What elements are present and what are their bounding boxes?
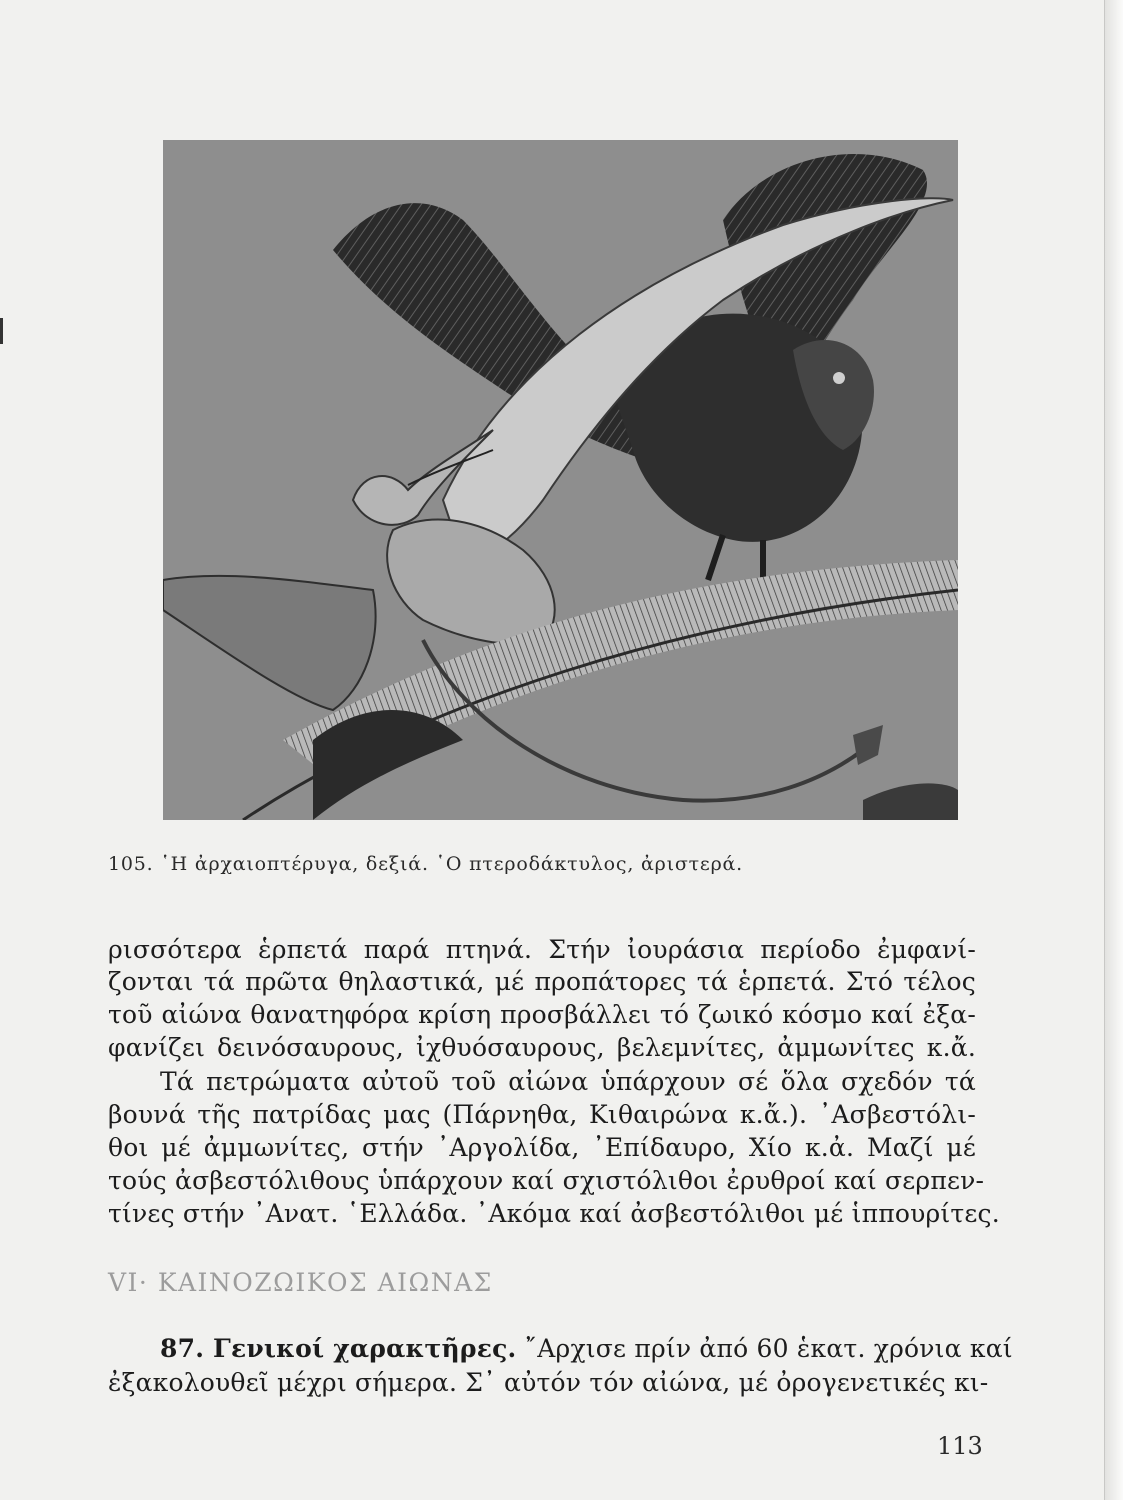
body-line-1: ρισσότερα ἑρπετά παρά πτηνά. Στήν ἰουράσια περίοδο ἐμφανί-	[108, 935, 976, 964]
section-heading: VI· ΚΑΙΝΟΖΩΙΚΟΣ ΑΙΩΝΑΣ	[108, 1268, 493, 1297]
section-87-line-1-text: ῎Αρχισε πρίν ἀπό 60 ἑκατ. χρόνια καί	[524, 1334, 1013, 1363]
figure-illustration	[163, 140, 958, 820]
section-87-line-1	[160, 1333, 1013, 1365]
body-line-5: Τά πετρώματα αὐτοῦ τοῦ αἰώνα ὑπάρχουν σέ ὅλα σχεδόν τά	[160, 1067, 976, 1096]
page-number: 113	[937, 1432, 983, 1460]
body-line-7: θοι μέ ἀμμωνίτες, στήν ᾿Αργολίδα, ᾿Επίδαυρο, Χίο κ.ἀ. Μαζί μέ	[108, 1133, 976, 1162]
body-line-4: φανίζει δεινόσαυρους, ἰχθυόσαυρους, βελεμνίτες, ἀμμωνίτες κ.ἄ.	[108, 1033, 976, 1062]
figure-caption: 105. ῾Η ἀρχαιοπτέρυγα, δεξιά. ῾Ο πτεροδάκτυλος, ἀριστερά.	[108, 853, 744, 875]
section-87-title: 87. Γενικοί χαρακτῆρες.	[160, 1334, 517, 1363]
archaeopteryx-pterodactyl-illustration	[163, 140, 958, 820]
section-87-line-2: ἐξακολουθεῖ μέχρι σήμερα. Σ᾿ αὐτόν τόν αἰώνα, μέ ὀρογενετικές κι-	[108, 1368, 989, 1397]
scan-mark	[0, 318, 3, 344]
body-line-9: τίνες στήν ᾿Ανατ. ῾Ελλάδα. ᾿Ακόμα καί ἀσβεστόλιθοι μέ ἱππουρίτες.	[108, 1199, 1000, 1228]
page-edge	[1104, 0, 1123, 1500]
body-line-2: ζονται τά πρῶτα θηλαστικά, μέ προπάτορες τά ἑρπετά. Στό τέλος	[108, 967, 976, 996]
body-line-8: τούς ἀσβεστόλιθους ὑπάρχουν καί σχιστόλιθοι ἐρυθροί καί σερπεν-	[108, 1166, 985, 1195]
body-line-6: βουνά τῆς πατρίδας μας (Πάρνηθα, Κιθαιρώνα κ.ἄ.). ᾿Ασβεστόλι-	[108, 1100, 976, 1129]
body-line-3: τοῦ αἰώνα θανατηφόρα κρίση προσβάλλει τό ζωικό κόσμο καί ἐξα-	[108, 1000, 976, 1029]
